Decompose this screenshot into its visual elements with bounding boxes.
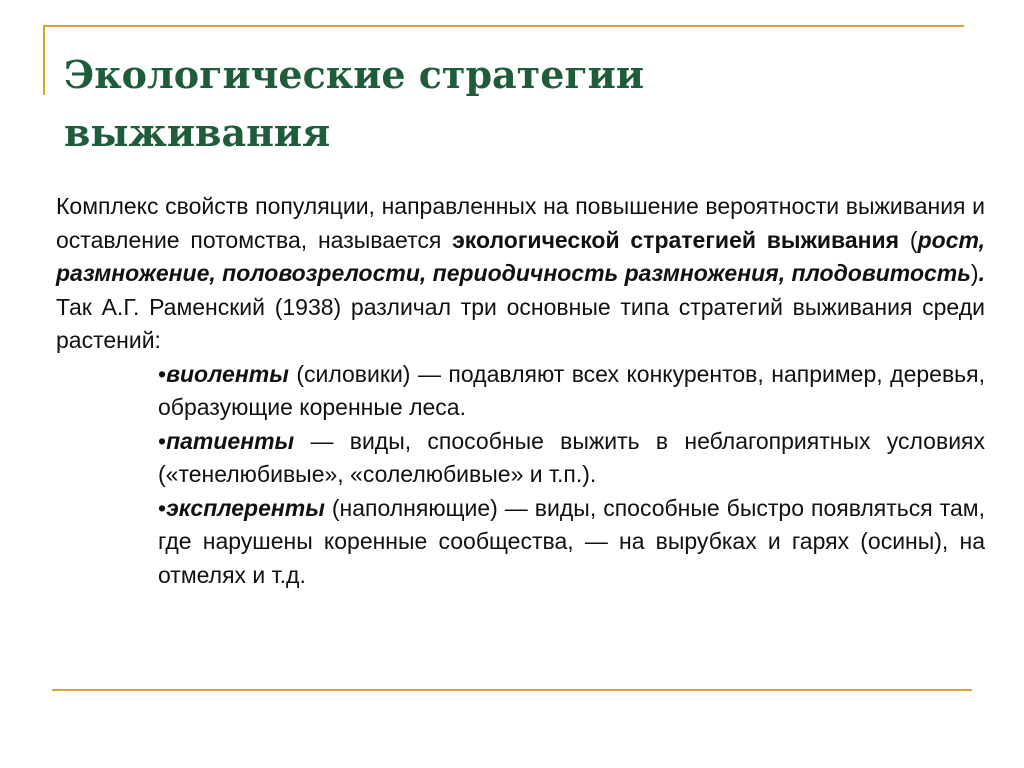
definition-separator	[899, 227, 910, 253]
title-line-1: Экологические стратегии	[64, 52, 645, 97]
definition-end: .	[978, 260, 985, 286]
definition-term: экологической стратегией выживания	[452, 226, 900, 253]
definition-paragraph	[56, 190, 985, 291]
bullet-icon: •	[158, 360, 167, 387]
strategy-item-violents	[158, 358, 985, 425]
strategy-description: (силовики) — подавляют всех конкурентов, например, деревья, образующие коренные леса.	[158, 360, 985, 420]
intro-paragraph: Так А.Г. Раменский (1938) различал три основные типа стратегий выживания среди растений:	[56, 293, 985, 353]
bullet-icon: •	[158, 427, 167, 454]
strategy-term: эксплеренты	[166, 494, 325, 521]
frame-left-rule	[43, 25, 45, 95]
strategy-description: (наполняющие) — виды, способные быстро появляться там, где нарушены коренные сообщества, — на вырубках и гарях (осины), на отмелях и т.д.	[158, 494, 985, 588]
definition-open-paren: (	[909, 226, 918, 253]
bullet-icon: •	[158, 494, 167, 521]
strategy-term: патиенты	[166, 427, 295, 454]
strategy-description: — виды, способные выжить в неблагоприятных условиях («тенелюбивые», «солелюбивые» и т.п.).	[158, 427, 985, 487]
slide-title	[64, 46, 944, 162]
strategy-item-patients	[158, 425, 985, 492]
definition-examples: рост, размножение, половозрелости, периодичность размножения, плодовитость	[56, 226, 985, 286]
definition-text: Комплекс свойств популяции, направленных на повышение вероятности выживания и оставление потомства, называется	[56, 193, 985, 253]
frame-top-rule	[44, 25, 964, 27]
frame-bottom-rule	[52, 689, 972, 691]
definition-close-paren: )	[970, 260, 979, 286]
strategy-item-explerents	[158, 492, 985, 593]
strategy-list	[56, 358, 985, 593]
slide-body	[56, 190, 985, 592]
title-line-2: выживания	[64, 110, 331, 155]
strategy-term: виоленты	[166, 360, 289, 387]
